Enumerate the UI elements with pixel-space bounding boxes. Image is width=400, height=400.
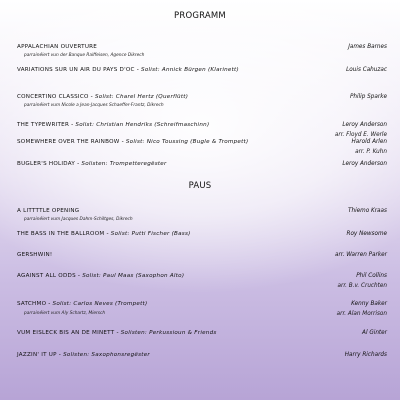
composer: Kenny Baker	[351, 301, 387, 307]
soloist-text: - Solist: Christian Hendriks (Schreifmaschinn)	[69, 122, 210, 128]
piece-title-text: VARIATIONS SUR UN AIR DU PAYS D'OC	[17, 67, 135, 73]
composer: Leroy Anderson	[342, 122, 387, 128]
piece-title	[17, 94, 188, 100]
composer: Roy Newsome	[346, 231, 387, 237]
soloist-text: - Solist: Paul Maas (Saxophon Alto)	[75, 273, 185, 279]
composer: Al Ginter	[362, 330, 387, 336]
piece-title	[17, 208, 79, 214]
piece-title	[17, 161, 167, 167]
soloist-text: - Solisten: Perkussioun & Friends	[114, 330, 217, 336]
program-item	[17, 301, 387, 317]
program-item	[17, 208, 387, 222]
program-item	[17, 330, 387, 341]
piece-title	[17, 352, 150, 358]
arranger: arr. Alan Morrison	[336, 311, 387, 317]
piece-title-text: AGAINST ALL ODDS	[17, 273, 76, 279]
program-item	[17, 352, 387, 363]
soloist-text: - Solisten: Trompetteregëster	[75, 161, 167, 167]
piece-title	[17, 122, 209, 128]
sponsor-note: parrainéiert vun der Banque Raiffeisen, Agence Dikrech	[24, 53, 145, 58]
arranger: arr. Floyd E. Werle	[334, 132, 387, 138]
composer: Louis Cahuzac	[346, 67, 387, 73]
piece-title	[17, 252, 52, 258]
section-heading-paus: PAUS	[188, 181, 212, 191]
arranger: arr. B.v. Cruchten	[337, 283, 387, 289]
soloist-text: - Solist: Nico Toussing (Bugle & Trompett)	[119, 139, 249, 145]
soloist-text: - Solisten: Saxophonsregëster	[56, 352, 150, 358]
piece-title-text: BUGLER'S HOLIDAY	[17, 161, 76, 167]
program-item	[17, 273, 387, 289]
piece-title-text: APPALACHIAN OUVERTURE	[17, 44, 98, 50]
piece-title-text: A LITTTTLE OPENING	[17, 208, 80, 214]
composer: Leroy Anderson	[342, 161, 387, 167]
piece-title-text: SATCHMO	[17, 301, 47, 307]
piece-title	[17, 330, 217, 336]
piece-title	[17, 139, 248, 145]
program-item	[17, 44, 387, 58]
piece-title	[17, 231, 191, 237]
program-item	[17, 94, 387, 108]
composer: Harry Richards	[344, 352, 387, 358]
piece-title-text: THE BASS IN THE BALLROOM	[17, 231, 105, 237]
composer: Phil Collins	[356, 273, 387, 279]
piece-title	[17, 67, 239, 73]
piece-title-text: SOMEWHERE OVER THE RAINBOW	[17, 139, 120, 145]
sponsor-note: parrainéiert vum Aly Schartz, Miersch	[24, 311, 106, 316]
program-item	[17, 122, 387, 138]
composer: Philip Sparke	[349, 94, 387, 100]
program-item	[17, 231, 387, 242]
piece-title-text: CONCERTINO CLASSICO	[17, 94, 89, 100]
composer: James Barnes	[348, 44, 387, 50]
program-item	[17, 67, 387, 78]
soloist-text: - Solist: Carlos Neves (Trompett)	[46, 301, 148, 307]
piece-title-text: GERSHWIN!	[17, 252, 53, 258]
piece-title-text: JAZZIN' IT UP	[17, 352, 57, 358]
piece-title-text: THE TYPEWRITER	[17, 122, 70, 128]
composer: Harold Arlen	[351, 139, 387, 145]
program-item	[17, 139, 387, 155]
sponsor-note: parrainéiert vum Nicole a Jean-Jacques Schaeffer-Frantz, Dikrech	[24, 103, 164, 108]
arranger: arr. P. Kuhn	[355, 149, 387, 155]
piece-title-text: VUM EISLECK BIS AN DE MINETT	[17, 330, 115, 336]
program-item	[17, 161, 387, 172]
program-item	[17, 252, 387, 263]
sponsor-note: parrainéiert vum Jacques Dahm-Schiltges, Dikrech	[24, 217, 133, 222]
soloist-text: - Solist: Charel Hertz (Querflütt)	[88, 94, 189, 100]
piece-title	[17, 301, 147, 307]
soloist-text: - Solist: Putti Fischer (Bass)	[104, 231, 191, 237]
section-heading-programm: PROGRAMM	[174, 11, 226, 21]
piece-title	[17, 44, 97, 50]
soloist-text: - Solist: Annick Bürgen (Klarinett)	[134, 67, 239, 73]
composer: arr. Warren Parker	[334, 252, 387, 258]
composer: Thiemo Kraas	[348, 208, 387, 214]
piece-title	[17, 273, 184, 279]
